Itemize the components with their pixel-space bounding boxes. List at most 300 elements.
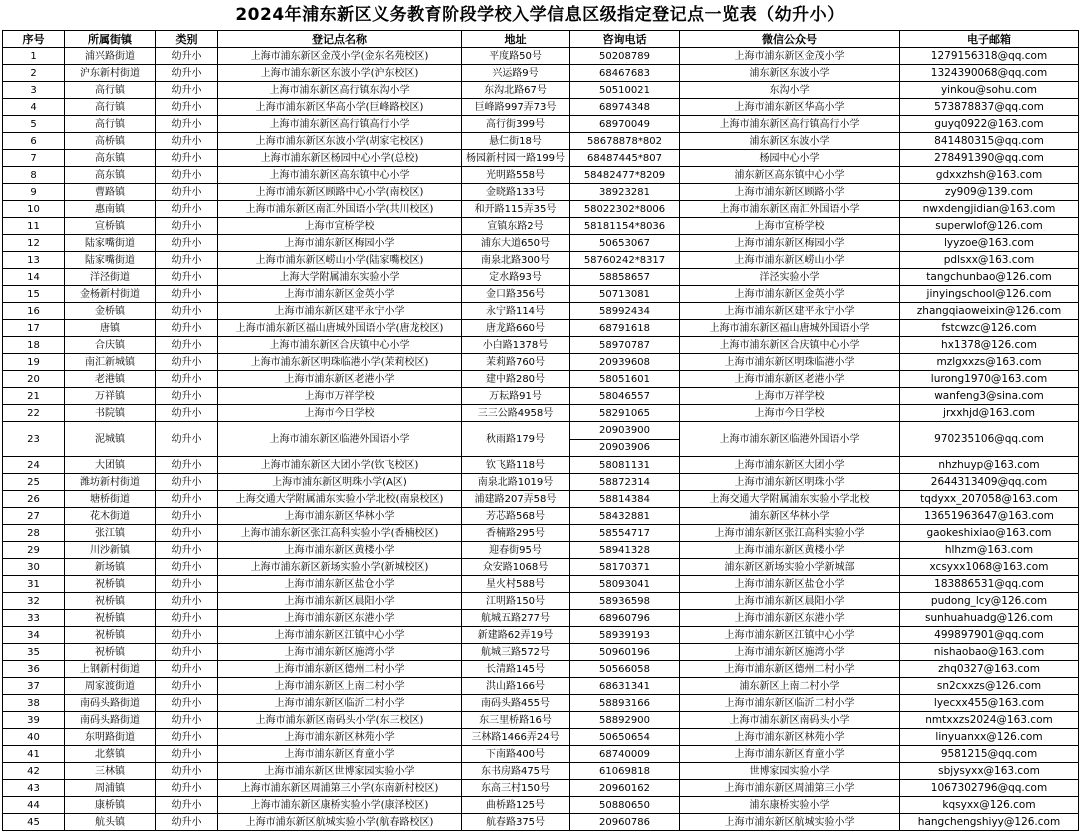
cell-col-street: 康桥镇 bbox=[65, 797, 156, 814]
cell-col-wechat: 上海市浦东新区晨阳小学 bbox=[680, 593, 900, 610]
cell-col-index: 42 bbox=[3, 763, 65, 780]
cell-col-address: 光明路558号 bbox=[462, 167, 570, 184]
table-row bbox=[3, 627, 1079, 644]
cell-col-wechat: 上海市浦东新区德州二村小学 bbox=[680, 661, 900, 678]
cell-col-site-name: 上海市浦东新区林苑小学 bbox=[218, 729, 462, 746]
cell-col-email: nmtxxzs2024@163.com bbox=[900, 712, 1079, 729]
cell-col-index: 10 bbox=[3, 201, 65, 218]
cell-col-wechat: 上海市浦东新区临港外国语小学 bbox=[680, 422, 900, 457]
cell-col-category: 幼升小 bbox=[156, 610, 218, 627]
cell-col-email: 841480315@qq.com bbox=[900, 133, 1079, 150]
cell-col-street: 祝桥镇 bbox=[65, 627, 156, 644]
cell-col-site-name: 上海市浦东新区高行镇东沟小学 bbox=[218, 82, 462, 99]
cell-col-address: 悬仁街18号 bbox=[462, 133, 570, 150]
cell-col-address: 永宁路114号 bbox=[462, 303, 570, 320]
cell-col-street: 花木街道 bbox=[65, 508, 156, 525]
cell-col-index: 34 bbox=[3, 627, 65, 644]
cell-col-phone: 68960796 bbox=[570, 610, 680, 627]
cell-col-wechat: 上海市浦东新区福山唐城外国语小学 bbox=[680, 320, 900, 337]
cell-col-email: 573878837@qq.com bbox=[900, 99, 1079, 116]
cell-col-street: 合庆镇 bbox=[65, 337, 156, 354]
table-row bbox=[3, 644, 1079, 661]
cell-col-street: 高东镇 bbox=[65, 167, 156, 184]
table-row bbox=[3, 661, 1079, 678]
table-row bbox=[3, 303, 1079, 320]
cell-col-phone: 50510021 bbox=[570, 82, 680, 99]
table-row bbox=[3, 269, 1079, 286]
header-col-wechat: 微信公众号 bbox=[680, 31, 900, 48]
header-col-address: 地址 bbox=[462, 31, 570, 48]
cell-col-street: 高行镇 bbox=[65, 116, 156, 133]
cell-col-email: 13651963647@163.com bbox=[900, 508, 1079, 525]
cell-col-email: gaokeshixiao@163.com bbox=[900, 525, 1079, 542]
header-col-email: 电子邮箱 bbox=[900, 31, 1079, 48]
cell-col-site-name: 上海市浦东新区南汇外国语小学(共川校区) bbox=[218, 201, 462, 218]
cell-col-street: 洋泾街道 bbox=[65, 269, 156, 286]
cell-col-phone: 58093041 bbox=[570, 576, 680, 593]
table-body bbox=[3, 48, 1079, 831]
cell-col-site-name: 上海市浦东新区高东镇中心小学 bbox=[218, 167, 462, 184]
cell-col-address: 高行街399号 bbox=[462, 116, 570, 133]
cell-col-street: 潍坊新村街道 bbox=[65, 474, 156, 491]
cell-col-email: tangchunbao@126.com bbox=[900, 269, 1079, 286]
header-col-category: 类别 bbox=[156, 31, 218, 48]
cell-col-index: 21 bbox=[3, 388, 65, 405]
table-row bbox=[3, 252, 1079, 269]
cell-col-category: 幼升小 bbox=[156, 371, 218, 388]
cell-col-category: 幼升小 bbox=[156, 474, 218, 491]
cell-col-site-name: 上海市浦东新区上南二村小学 bbox=[218, 678, 462, 695]
cell-col-wechat: 上海市浦东新区航城实验小学 bbox=[680, 814, 900, 831]
cell-col-address: 巨峰路997弄73号 bbox=[462, 99, 570, 116]
cell-col-address: 唐龙路660号 bbox=[462, 320, 570, 337]
cell-col-address: 兴运路9号 bbox=[462, 65, 570, 82]
cell-col-phone: 50960196 bbox=[570, 644, 680, 661]
cell-col-email: 2644313409@qq.com bbox=[900, 474, 1079, 491]
cell-col-email: kqsyxx@126.com bbox=[900, 797, 1079, 814]
cell-col-wechat: 上海市浦东新区崂山小学 bbox=[680, 252, 900, 269]
cell-col-phone: 50566058 bbox=[570, 661, 680, 678]
cell-col-address: 金口路356号 bbox=[462, 286, 570, 303]
cell-col-category: 幼升小 bbox=[156, 337, 218, 354]
cell-col-email: hx1378@126.com bbox=[900, 337, 1079, 354]
cell-col-site-name: 上海市今日学校 bbox=[218, 405, 462, 422]
cell-col-index: 16 bbox=[3, 303, 65, 320]
cell-col-category: 幼升小 bbox=[156, 508, 218, 525]
cell-col-wechat: 上海市浦东新区张江高科实验小学 bbox=[680, 525, 900, 542]
cell-col-phone: 68974348 bbox=[570, 99, 680, 116]
cell-col-address: 宣镇东路2号 bbox=[462, 218, 570, 235]
cell-col-street: 高桥镇 bbox=[65, 133, 156, 150]
cell-col-wechat: 杨园中心小学 bbox=[680, 150, 900, 167]
cell-col-site-name: 上海市浦东新区建平永宁小学 bbox=[218, 303, 462, 320]
cell-col-wechat: 上海市浦东新区东港小学 bbox=[680, 610, 900, 627]
table-row bbox=[3, 116, 1079, 133]
cell-col-index: 23 bbox=[3, 422, 65, 457]
cell-col-index: 29 bbox=[3, 542, 65, 559]
cell-col-site-name: 上海市浦东新区南码头小学(东三校区) bbox=[218, 712, 462, 729]
cell-col-address: 东三里桥路16号 bbox=[462, 712, 570, 729]
cell-col-address: 万耘路91号 bbox=[462, 388, 570, 405]
cell-col-wechat: 浦东新区东波小学 bbox=[680, 133, 900, 150]
cell-col-category: 幼升小 bbox=[156, 354, 218, 371]
cell-col-wechat: 上海市宣桥学校 bbox=[680, 218, 900, 235]
cell-col-street: 浦兴路街道 bbox=[65, 48, 156, 65]
table-row bbox=[3, 542, 1079, 559]
header-col-site-name: 登记点名称 bbox=[218, 31, 462, 48]
cell-col-email: lyecxx455@163.com bbox=[900, 695, 1079, 712]
cell-col-site-name: 上海市浦东新区明珠临港小学(茉莉校区) bbox=[218, 354, 462, 371]
cell-col-wechat: 浦东新区华林小学 bbox=[680, 508, 900, 525]
cell-col-category: 幼升小 bbox=[156, 695, 218, 712]
cell-col-site-name: 上海市浦东新区德州二村小学 bbox=[218, 661, 462, 678]
cell-col-wechat: 上海市浦东新区盐仓小学 bbox=[680, 576, 900, 593]
cell-col-street: 陆家嘴街道 bbox=[65, 252, 156, 269]
cell-col-wechat: 上海市浦东新区临沂二村小学 bbox=[680, 695, 900, 712]
cell-col-phone: 58941328 bbox=[570, 542, 680, 559]
cell-col-category: 幼升小 bbox=[156, 644, 218, 661]
cell-col-phone: 68740009 bbox=[570, 746, 680, 763]
cell-col-category: 幼升小 bbox=[156, 678, 218, 695]
table-row bbox=[3, 593, 1079, 610]
cell-col-site-name: 上海市浦东新区金英小学 bbox=[218, 286, 462, 303]
cell-col-phone: 58893166 bbox=[570, 695, 680, 712]
cell-col-wechat: 洋泾实验小学 bbox=[680, 269, 900, 286]
cell-col-index: 45 bbox=[3, 814, 65, 831]
cell-col-category: 幼升小 bbox=[156, 235, 218, 252]
cell-col-index: 31 bbox=[3, 576, 65, 593]
cell-col-email: yinkou@sohu.com bbox=[900, 82, 1079, 99]
cell-col-phone: 58760242*8317 bbox=[570, 252, 680, 269]
cell-col-index: 8 bbox=[3, 167, 65, 184]
cell-col-address: 杨园新村园一路199号 bbox=[462, 150, 570, 167]
cell-col-category: 幼升小 bbox=[156, 218, 218, 235]
cell-col-email: nishaobao@163.com bbox=[900, 644, 1079, 661]
cell-col-site-name: 上海市浦东新区康桥实验小学(康泽校区) bbox=[218, 797, 462, 814]
cell-col-category: 幼升小 bbox=[156, 405, 218, 422]
phone-line: 20903906 bbox=[599, 441, 650, 453]
cell-col-phone: 58022302*8006 bbox=[570, 201, 680, 218]
table-header-row bbox=[3, 31, 1079, 48]
table-row bbox=[3, 150, 1079, 167]
cell-col-address: 长清路145号 bbox=[462, 661, 570, 678]
cell-col-address: 南码头路455号 bbox=[462, 695, 570, 712]
cell-col-wechat: 浦东新区新场实验小学新城部 bbox=[680, 559, 900, 576]
cell-col-street: 祝桥镇 bbox=[65, 593, 156, 610]
cell-col-phone: 61069818 bbox=[570, 763, 680, 780]
table-row bbox=[3, 405, 1079, 422]
cell-col-category: 幼升小 bbox=[156, 286, 218, 303]
cell-col-address: 航城五路277号 bbox=[462, 610, 570, 627]
cell-col-email: zhangqiaoweixin@126.com bbox=[900, 303, 1079, 320]
cell-col-street: 金桥镇 bbox=[65, 303, 156, 320]
cell-col-site-name: 上海大学附属浦东实验小学 bbox=[218, 269, 462, 286]
table-row bbox=[3, 457, 1079, 474]
cell-col-phone: 38923281 bbox=[570, 184, 680, 201]
cell-col-address: 定水路93号 bbox=[462, 269, 570, 286]
cell-col-phone: 50713081 bbox=[570, 286, 680, 303]
cell-col-site-name: 上海市浦东新区盐仓小学 bbox=[218, 576, 462, 593]
cell-col-site-name: 上海市浦东新区张江高科实验小学(香楠校区) bbox=[218, 525, 462, 542]
cell-col-category: 幼升小 bbox=[156, 82, 218, 99]
cell-col-street: 曹路镇 bbox=[65, 184, 156, 201]
cell-col-site-name: 上海市浦东新区华林小学 bbox=[218, 508, 462, 525]
cell-col-category: 幼升小 bbox=[156, 150, 218, 167]
cell-col-category: 幼升小 bbox=[156, 167, 218, 184]
cell-col-street: 川沙新镇 bbox=[65, 542, 156, 559]
cell-col-category: 幼升小 bbox=[156, 525, 218, 542]
cell-col-category: 幼升小 bbox=[156, 320, 218, 337]
cell-col-index: 28 bbox=[3, 525, 65, 542]
cell-col-address: 新建路62弄19号 bbox=[462, 627, 570, 644]
cell-col-address: 洪山路166号 bbox=[462, 678, 570, 695]
cell-col-phone: 58992434 bbox=[570, 303, 680, 320]
cell-col-category: 幼升小 bbox=[156, 184, 218, 201]
cell-col-category: 幼升小 bbox=[156, 303, 218, 320]
cell-col-index: 32 bbox=[3, 593, 65, 610]
cell-col-address: 航春路375号 bbox=[462, 814, 570, 831]
cell-col-site-name: 上海市浦东新区施湾小学 bbox=[218, 644, 462, 661]
cell-col-street: 祝桥镇 bbox=[65, 644, 156, 661]
cell-col-street: 祝桥镇 bbox=[65, 610, 156, 627]
table-row bbox=[3, 286, 1079, 303]
cell-col-site-name: 上海市浦东新区老港小学 bbox=[218, 371, 462, 388]
cell-col-index: 11 bbox=[3, 218, 65, 235]
cell-col-category: 幼升小 bbox=[156, 133, 218, 150]
cell-col-street: 惠南镇 bbox=[65, 201, 156, 218]
cell-col-street: 周浦镇 bbox=[65, 780, 156, 797]
cell-col-address: 江明路150号 bbox=[462, 593, 570, 610]
cell-col-site-name: 上海市宣桥学校 bbox=[218, 218, 462, 235]
cell-col-site-name: 上海市浦东新区临沂二村小学 bbox=[218, 695, 462, 712]
table-row bbox=[3, 508, 1079, 525]
cell-col-street: 上钢新村街道 bbox=[65, 661, 156, 678]
cell-col-phone: 50880650 bbox=[570, 797, 680, 814]
cell-col-email: nhzhuyp@163.com bbox=[900, 457, 1079, 474]
cell-col-wechat: 浦东新区高东镇中心小学 bbox=[680, 167, 900, 184]
table-row bbox=[3, 371, 1079, 388]
cell-col-phone: 68487445*807 bbox=[570, 150, 680, 167]
cell-col-category: 幼升小 bbox=[156, 491, 218, 508]
cell-col-category: 幼升小 bbox=[156, 661, 218, 678]
cell-col-address: 曲桥路125号 bbox=[462, 797, 570, 814]
cell-col-wechat: 上海市浦东新区建平永宁小学 bbox=[680, 303, 900, 320]
cell-col-address: 浦建路207弄58号 bbox=[462, 491, 570, 508]
cell-col-index: 40 bbox=[3, 729, 65, 746]
table-row bbox=[3, 99, 1079, 116]
cell-col-site-name: 上海市浦东新区东波小学(沪东校区) bbox=[218, 65, 462, 82]
cell-col-street: 张江镇 bbox=[65, 525, 156, 542]
table-row bbox=[3, 525, 1079, 542]
cell-col-wechat: 东沟小学 bbox=[680, 82, 900, 99]
table-row bbox=[3, 218, 1079, 235]
cell-col-category: 幼升小 bbox=[156, 729, 218, 746]
cell-col-index: 27 bbox=[3, 508, 65, 525]
cell-col-email: nwxdengjidian@163.com bbox=[900, 201, 1079, 218]
page-title: 2024年浦东新区义务教育阶段学校入学信息区级指定登记点一览表（幼升小） bbox=[235, 5, 845, 25]
cell-col-site-name: 上海市浦东新区世博家园实验小学 bbox=[218, 763, 462, 780]
cell-col-email: fstcwzc@126.com bbox=[900, 320, 1079, 337]
table-row bbox=[3, 48, 1079, 65]
cell-col-category: 幼升小 bbox=[156, 99, 218, 116]
cell-col-address: 东书房路475号 bbox=[462, 763, 570, 780]
cell-col-phone: 58482477*8209 bbox=[570, 167, 680, 184]
cell-col-phone: 50650654 bbox=[570, 729, 680, 746]
cell-col-category: 幼升小 bbox=[156, 48, 218, 65]
table-row bbox=[3, 610, 1079, 627]
cell-col-index: 36 bbox=[3, 661, 65, 678]
cell-col-street: 祝桥镇 bbox=[65, 576, 156, 593]
cell-col-phone: 58046557 bbox=[570, 388, 680, 405]
cell-col-index: 19 bbox=[3, 354, 65, 371]
cell-col-wechat: 上海市浦东新区合庆镇中心小学 bbox=[680, 337, 900, 354]
cell-col-site-name: 上海市浦东新区大团小学(钦飞校区) bbox=[218, 457, 462, 474]
cell-col-address: 众安路1068号 bbox=[462, 559, 570, 576]
cell-col-wechat: 上海市浦东新区江镇中心小学 bbox=[680, 627, 900, 644]
table-row bbox=[3, 491, 1079, 508]
cell-col-phone: 58291065 bbox=[570, 405, 680, 422]
cell-col-street: 高行镇 bbox=[65, 82, 156, 99]
cell-col-phone: 58678878*802 bbox=[570, 133, 680, 150]
cell-col-email: hangchengshiyy@126.com bbox=[900, 814, 1079, 831]
table-row bbox=[3, 337, 1079, 354]
cell-col-index: 3 bbox=[3, 82, 65, 99]
cell-col-phone: 58892900 bbox=[570, 712, 680, 729]
cell-col-phone: 50208789 bbox=[570, 48, 680, 65]
cell-col-index: 15 bbox=[3, 286, 65, 303]
table-row bbox=[3, 814, 1079, 831]
cell-col-site-name: 上海市浦东新区合庆镇中心小学 bbox=[218, 337, 462, 354]
cell-col-wechat: 上海市浦东新区明珠小学 bbox=[680, 474, 900, 491]
table-row bbox=[3, 320, 1079, 337]
cell-col-category: 幼升小 bbox=[156, 116, 218, 133]
cell-col-index: 7 bbox=[3, 150, 65, 167]
cell-col-category: 幼升小 bbox=[156, 201, 218, 218]
cell-col-site-name: 上海市浦东新区新场实验小学(新城校区) bbox=[218, 559, 462, 576]
cell-col-address: 浦东大道650号 bbox=[462, 235, 570, 252]
cell-col-site-name: 上海市浦东新区航城实验小学(航春路校区) bbox=[218, 814, 462, 831]
cell-col-category: 幼升小 bbox=[156, 627, 218, 644]
cell-col-index: 9 bbox=[3, 184, 65, 201]
cell-col-email: xcsyxx1068@163.com bbox=[900, 559, 1079, 576]
cell-col-index: 41 bbox=[3, 746, 65, 763]
cell-col-wechat: 浦东新区上南二村小学 bbox=[680, 678, 900, 695]
cell-col-site-name: 上海市浦东新区高行镇高行小学 bbox=[218, 116, 462, 133]
cell-col-wechat: 上海市今日学校 bbox=[680, 405, 900, 422]
table-row bbox=[3, 82, 1079, 99]
cell-col-wechat: 上海市浦东新区南码头小学 bbox=[680, 712, 900, 729]
cell-col-email: 1067302796@qq.com bbox=[900, 780, 1079, 797]
cell-col-index: 39 bbox=[3, 712, 65, 729]
cell-col-phone: 58432881 bbox=[570, 508, 680, 525]
cell-col-email: 1279156318@qq.com bbox=[900, 48, 1079, 65]
cell-col-street: 东明路街道 bbox=[65, 729, 156, 746]
cell-col-index: 14 bbox=[3, 269, 65, 286]
cell-col-phone: 58858657 bbox=[570, 269, 680, 286]
cell-col-site-name: 上海市浦东新区金茂小学(金东名苑校区) bbox=[218, 48, 462, 65]
cell-col-address: 三林路1466弄24号 bbox=[462, 729, 570, 746]
cell-col-index: 18 bbox=[3, 337, 65, 354]
cell-col-wechat: 上海市浦东新区梅园小学 bbox=[680, 235, 900, 252]
cell-col-index: 2 bbox=[3, 65, 65, 82]
cell-col-wechat: 上海市浦东新区南汇外国语小学 bbox=[680, 201, 900, 218]
cell-col-phone: 58554717 bbox=[570, 525, 680, 542]
cell-col-index: 24 bbox=[3, 457, 65, 474]
cell-col-street: 沪东新村街道 bbox=[65, 65, 156, 82]
cell-col-category: 幼升小 bbox=[156, 65, 218, 82]
cell-col-index: 35 bbox=[3, 644, 65, 661]
table-row bbox=[3, 695, 1079, 712]
cell-col-address: 建中路280号 bbox=[462, 371, 570, 388]
cell-col-street: 老港镇 bbox=[65, 371, 156, 388]
table-row bbox=[3, 746, 1079, 763]
cell-col-index: 22 bbox=[3, 405, 65, 422]
cell-col-wechat: 浦东新区东波小学 bbox=[680, 65, 900, 82]
cell-col-address: 秋雨路179号 bbox=[462, 422, 570, 457]
cell-col-wechat: 上海市浦东新区高行镇高行小学 bbox=[680, 116, 900, 133]
cell-col-category: 幼升小 bbox=[156, 542, 218, 559]
cell-col-email: lurong1970@163.com bbox=[900, 371, 1079, 388]
cell-col-wechat: 上海市浦东新区施湾小学 bbox=[680, 644, 900, 661]
table-row bbox=[3, 763, 1079, 780]
cell-col-street: 书院镇 bbox=[65, 405, 156, 422]
cell-col-category: 幼升小 bbox=[156, 780, 218, 797]
cell-col-email: 183886531@qq.com bbox=[900, 576, 1079, 593]
cell-col-index: 1 bbox=[3, 48, 65, 65]
cell-col-category: 幼升小 bbox=[156, 814, 218, 831]
cell-col-street: 南汇新城镇 bbox=[65, 354, 156, 371]
table-row bbox=[3, 678, 1079, 695]
cell-col-email: sunhuahuadg@126.com bbox=[900, 610, 1079, 627]
cell-col-index: 37 bbox=[3, 678, 65, 695]
cell-col-address: 航城三路572号 bbox=[462, 644, 570, 661]
cell-col-index: 33 bbox=[3, 610, 65, 627]
header-col-phone: 咨询电话 bbox=[570, 31, 680, 48]
cell-col-address: 和开路115弄35号 bbox=[462, 201, 570, 218]
header-col-index: 序号 bbox=[3, 31, 65, 48]
table-row bbox=[3, 780, 1079, 797]
cell-col-wechat: 上海市浦东新区育童小学 bbox=[680, 746, 900, 763]
cell-col-wechat: 上海市浦东新区大团小学 bbox=[680, 457, 900, 474]
cell-col-address: 金晓路133号 bbox=[462, 184, 570, 201]
cell-col-category: 幼升小 bbox=[156, 593, 218, 610]
cell-col-index: 43 bbox=[3, 780, 65, 797]
cell-col-wechat: 浦东康桥实验小学 bbox=[680, 797, 900, 814]
cell-col-street: 新场镇 bbox=[65, 559, 156, 576]
table-row bbox=[3, 235, 1079, 252]
cell-col-site-name: 上海市浦东新区杨园中心小学(总校) bbox=[218, 150, 462, 167]
cell-col-index: 17 bbox=[3, 320, 65, 337]
cell-col-phone: 58970787 bbox=[570, 337, 680, 354]
cell-col-address: 东高三村150号 bbox=[462, 780, 570, 797]
cell-col-site-name: 上海市浦东新区江镇中心小学 bbox=[218, 627, 462, 644]
cell-col-street: 大团镇 bbox=[65, 457, 156, 474]
header-col-street: 所属街镇 bbox=[65, 31, 156, 48]
cell-col-phone: 58814384 bbox=[570, 491, 680, 508]
cell-col-phone: 68631341 bbox=[570, 678, 680, 695]
cell-col-address: 东沟北路67号 bbox=[462, 82, 570, 99]
cell-col-site-name: 上海市浦东新区东港小学 bbox=[218, 610, 462, 627]
table-row bbox=[3, 65, 1079, 82]
table-row bbox=[3, 354, 1079, 371]
table-row bbox=[3, 474, 1079, 491]
cell-col-index: 44 bbox=[3, 797, 65, 814]
cell-col-site-name: 上海市浦东新区梅园小学 bbox=[218, 235, 462, 252]
cell-col-index: 26 bbox=[3, 491, 65, 508]
cell-col-address: 钦飞路118号 bbox=[462, 457, 570, 474]
cell-col-index: 13 bbox=[3, 252, 65, 269]
cell-col-address: 茉莉路760号 bbox=[462, 354, 570, 371]
